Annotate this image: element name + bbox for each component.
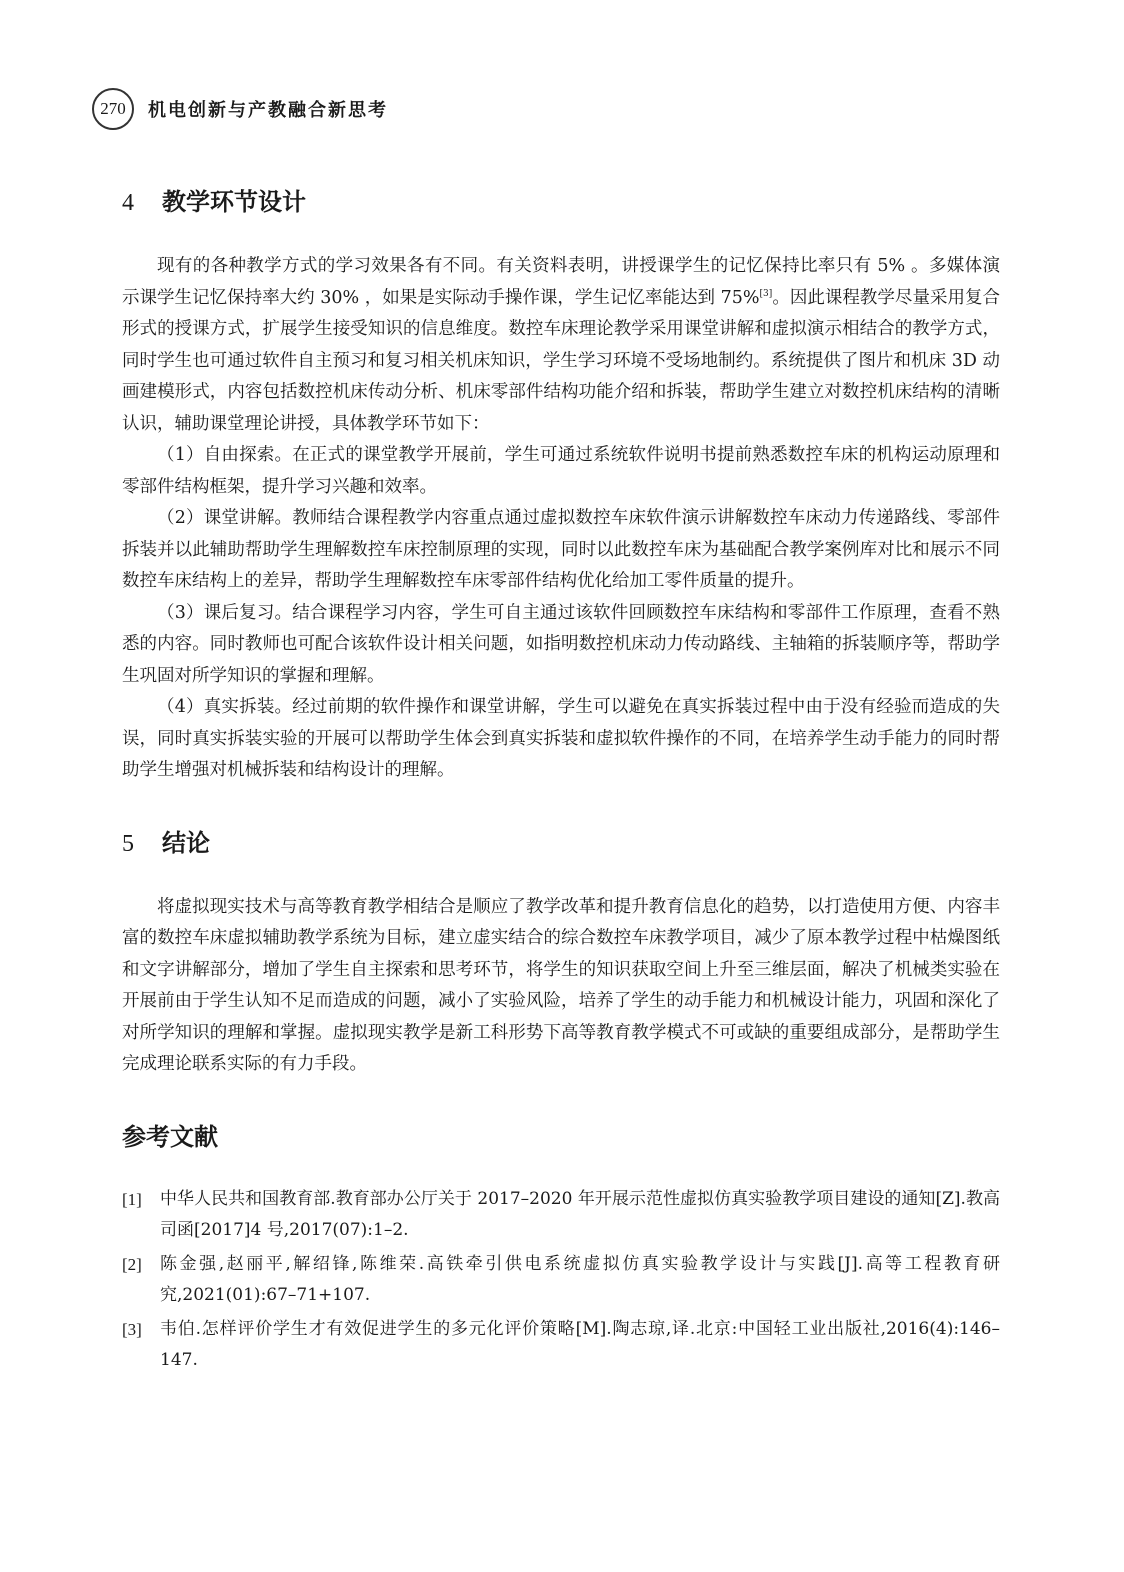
page-number: 270 <box>92 88 134 130</box>
section-title: 结论 <box>162 828 210 857</box>
citation-ref[interactable]: [3] <box>759 288 773 299</box>
reference-number: [1] <box>122 1189 142 1209</box>
intro-paragraph: 现有的各种教学方式的学习效果各有不同。有关资料表明，讲授课学生的记忆保持比率只有 5% 。多媒体演示课学生记忆保持率大约 30% ，如果是实际动手操作课，学生记忆率能达到 75%[3]。因此课程教学尽量采用复合形式的授课方式，扩展学生接受知识的信息维度。数控车床理论教学采用课堂讲解和虚拟演示相结合的教学方式，同时学生也可通过软件自主预习和复习相关机床知识，学生学习环境不受场地制约。系统提供了图片和机床 3D 动画建模形式，内容包括数控机床传动分析、机床零部件结构功能介绍和拆装，帮助学生建立对数控机床结构的清晰认识，辅助课堂理论讲授，具体教学环节如下： <box>122 256 1001 434</box>
section-4-body <box>122 251 1000 787</box>
section-title: 教学环节设计 <box>162 188 306 216</box>
running-title: 机电创新与产教融合新思考 <box>148 100 388 121</box>
section-4-heading <box>122 182 1000 217</box>
references-heading: 参考文献 <box>122 1122 218 1151</box>
step-free-exploration: （1）自由探索。在正式的课堂教学开展前，学生可通过系统软件说明书提前熟悉数控车床的机构运动原理和零部件结构框架，提升学习兴趣和效率。 <box>122 445 1000 497</box>
reference-text: 陈金强,赵丽平,解绍锋,陈维荣.高铁牵引供电系统虚拟仿真实验教学设计与实践[J].高等工程教育研究,2021(01):67–71+107. <box>160 1253 1000 1305</box>
section-number: 5 <box>122 830 134 857</box>
page-header <box>92 88 388 130</box>
reference-item <box>122 1249 1000 1312</box>
section-5-body <box>122 892 1000 1081</box>
page-content <box>122 180 1000 1379</box>
reference-item <box>122 1184 1000 1247</box>
section-number: 4 <box>122 190 134 216</box>
reference-item <box>122 1314 1000 1377</box>
step-classroom-lecture: （2）课堂讲解。教师结合课程教学内容重点通过虚拟数控车床软件演示讲解数控车床动力传递路线、零部件拆装并以此辅助帮助学生理解数控车床控制原理的实现，同时以此数控车床为基础配合教学案例库对比和展示不同数控车床结构上的差异，帮助学生理解数控车床零部件结构优化给加工零件质量的提升。 <box>122 508 1000 591</box>
reference-text: 韦伯.怎样评价学生才有效促进学生的多元化评价策略[M].陶志琼,译.北京:中国轻工业出版社,2016(4):146–147. <box>160 1318 1000 1370</box>
step-real-disassembly: （4）真实拆装。经过前期的软件操作和课堂讲解，学生可以避免在真实拆装过程中由于没有经验而造成的失误，同时真实拆装实验的开展可以帮助学生体会到真实拆装和虚拟软件操作的不同，在培养学生动手能力的同时帮助学生增强对机械拆装和结构设计的理解。 <box>122 697 1000 780</box>
step-review: （3）课后复习。结合课程学习内容，学生可自主通过该软件回顾数控车床结构和零部件工作原理，查看不熟悉的内容。同时教师也可配合该软件设计相关问题，如指明数控机床动力传动路线、主轴箱的拆装顺序等，帮助学生巩固对所学知识的掌握和理解。 <box>122 602 1000 686</box>
reference-text: 中华人民共和国教育部.教育部办公厅关于 2017–2020 年开展示范性虚拟仿真实验教学项目建设的通知[Z].教高司函[2017]4 号,2017(07):1–2. <box>160 1188 1000 1240</box>
reference-number: [3] <box>122 1319 142 1339</box>
conclusion-paragraph: 将虚拟现实技术与高等教育教学相结合是顺应了教学改革和提升教育信息化的趋势，以打造使用方便、内容丰富的数控车床虚拟辅助教学系统为目标，建立虚实结合的综合数控车床教学项目，减少了原本教学过程中枯燥图纸和文字讲解部分，增加了学生自主探索和思考环节，将学生的知识获取空间上升至三维层面，解决了机械类实验在开展前由于学生认知不足而造成的问题，减小了实验风险，培养了学生的动手能力和机械设计能力，巩固和深化了对所学知识的理解和掌握。虚拟现实教学是新工科形势下高等教育教学模式不可或缺的重要组成部分，是帮助学生完成理论联系实际的有力手段。 <box>122 896 1000 1074</box>
references-list <box>122 1184 1000 1377</box>
section-5-heading <box>122 823 1000 858</box>
reference-number: [2] <box>122 1254 142 1274</box>
